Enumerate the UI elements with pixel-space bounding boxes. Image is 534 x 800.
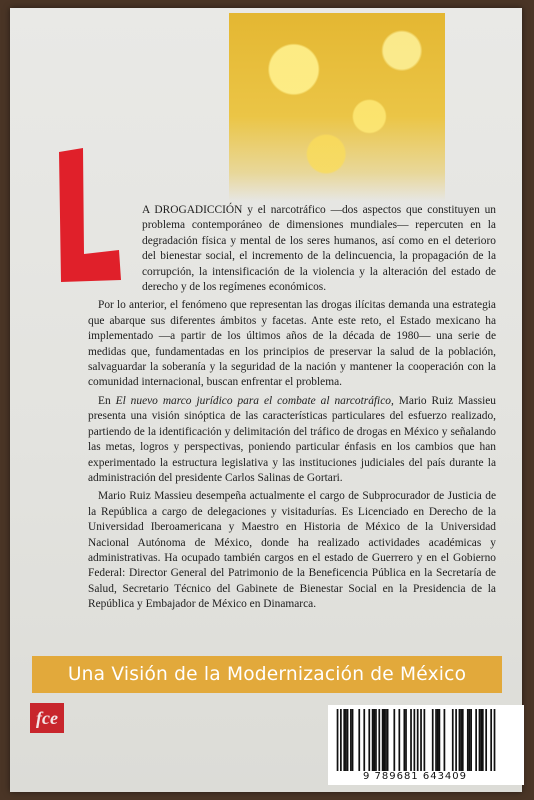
barcode-bar bbox=[337, 709, 339, 771]
barcode-bar bbox=[358, 709, 360, 771]
barcode-bar bbox=[435, 709, 437, 771]
barcode-bar bbox=[382, 709, 384, 771]
barcode-bar bbox=[420, 709, 422, 771]
barcode-bar bbox=[494, 709, 496, 771]
barcode-bar bbox=[398, 709, 400, 771]
barcode-bar bbox=[410, 709, 412, 771]
body-text bbox=[88, 203, 496, 616]
barcode-bars bbox=[330, 709, 502, 771]
barcode-bar bbox=[345, 709, 347, 771]
barcode-bar bbox=[387, 709, 389, 771]
barcode-bar bbox=[414, 709, 416, 771]
barcode-bar bbox=[479, 709, 481, 771]
paragraph-4 bbox=[88, 489, 496, 612]
barcode-bar bbox=[393, 709, 395, 771]
barcode-bar bbox=[340, 709, 342, 771]
paragraph-text: Mario Ruiz Massieu presenta una visión sinóptica de las características particulares del esfuerzo realizado, partiendo de la identificación y delimitación del tráfico de drogas en México y señalando las metas, logros y perspectivas, poniendo particular énfasis en los cambios que han experimentado la estructura legislativa y las instituciones judiciales del país durante la administración del presidente Carlos Salinas de Gortari. bbox=[88, 394, 496, 484]
paragraph-text: Mario Ruiz Massieu desempeña actualmente el cargo de Subprocurador de Justicia de la República a cargo de delegaciones y visitadurías. Es Licenciado en Derecho de la Universidad Iberoamericana y Maestro en Historia de México de la Universidad Nacional Autónoma de México, donde ha realizado actividades académicas y administrativas. Ha ocupado también cargos en el estado de Guerrero y en el Gobierno Federal: Director General del Patrimonio de la Beneficencia Pública en la Secretaría de Salud, Secretario Técnico del Gabinete de Bienestar Social en la Presidencia de la República y Embajador de México en Dinamarca. bbox=[88, 490, 496, 611]
fce-logo-mark: fce bbox=[36, 708, 58, 728]
paragraph-2 bbox=[88, 298, 496, 390]
barcode-bar bbox=[467, 709, 469, 771]
barcode-bar bbox=[432, 709, 434, 771]
back-cover bbox=[10, 8, 522, 792]
barcode-bar bbox=[403, 709, 405, 771]
barcode-bar bbox=[343, 709, 345, 771]
barcode-bar bbox=[352, 709, 354, 771]
paragraph-3 bbox=[88, 394, 496, 486]
barcode-bar bbox=[363, 709, 365, 771]
barcode-bar bbox=[444, 709, 446, 771]
series-banner: Una Visión de la Modernización de México bbox=[32, 656, 502, 693]
isbn-digits: 9 789681 643409 bbox=[362, 771, 468, 782]
barcode-bar bbox=[470, 709, 472, 771]
barcode-bar bbox=[439, 709, 441, 771]
paragraph-1 bbox=[88, 203, 496, 295]
barcode-bar bbox=[490, 709, 492, 771]
barcode-bar bbox=[375, 709, 377, 771]
barcode bbox=[328, 705, 524, 785]
paragraph-text: Por lo anterior, el fenómeno que representan las drogas ilícitas demanda una estrategia que abarque sus diferentes ámbitos y facetas. Ante este reto, el Estado mexicano ha implementado —a partir de los últimos años de la década de 1980— una serie de medidas que, fundamentadas en los principios de preservar la salud de la población, salvaguardar la soberanía y la seguridad de la nación y mantener la cooperación con la comunidad internacional, buscan enfrentar el problema. bbox=[88, 299, 496, 389]
barcode-bar bbox=[462, 709, 464, 771]
barcode-bar bbox=[459, 709, 461, 771]
barcode-bar bbox=[480, 709, 482, 771]
barcode-bar bbox=[372, 709, 374, 771]
barcode-bar bbox=[373, 709, 375, 771]
barcode-bar bbox=[485, 709, 487, 771]
book-title: El nuevo marco jurídico para el combate al narcotráfico, bbox=[115, 394, 394, 407]
barcode-bar bbox=[385, 709, 387, 771]
barcode-bar bbox=[460, 709, 462, 771]
barcode-bar bbox=[417, 709, 419, 771]
barcode-bar bbox=[368, 709, 370, 771]
barcode-bar bbox=[455, 709, 457, 771]
barcode-bar bbox=[424, 709, 426, 771]
barcode-bar bbox=[437, 709, 439, 771]
barcode-bar bbox=[469, 709, 471, 771]
barcode-bar bbox=[383, 709, 385, 771]
yellow-texture-panel bbox=[229, 13, 445, 201]
barcode-bar bbox=[475, 709, 477, 771]
barcode-bar bbox=[482, 709, 484, 771]
fce-logo-icon bbox=[30, 703, 64, 733]
barcode-bar bbox=[350, 709, 352, 771]
barcode-bar bbox=[378, 709, 380, 771]
barcode-bar bbox=[452, 709, 454, 771]
paragraph-text: A DROGADICCIÓN y el narcotráfico —dos aspectos que constituyen un problema contemporáneo de dimensiones mundiales— repercuten en la degradación física y mental de los seres humanos, así como en el deterioro del bienestar social, el incremento de la delincuencia, la propagación de la corrupción, la intensificación de la violencia y la alteración del estado de derecho y de los regímenes económicos. bbox=[142, 204, 496, 294]
paragraph-text: En bbox=[98, 394, 116, 407]
barcode-bar bbox=[347, 709, 349, 771]
barcode-bar bbox=[405, 709, 407, 771]
